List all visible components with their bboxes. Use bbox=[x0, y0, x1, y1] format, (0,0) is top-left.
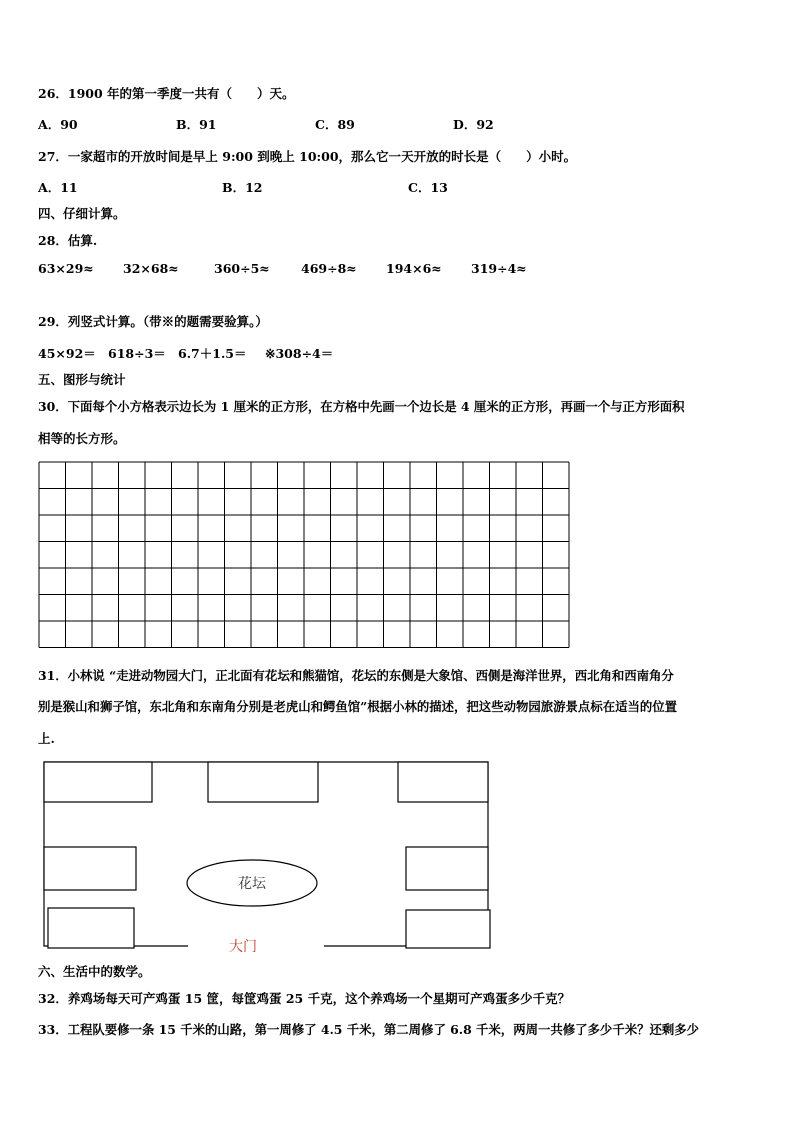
q28-problem-5: 194×6≈ bbox=[386, 261, 442, 276]
zoo-box-east[interactable] bbox=[406, 847, 488, 890]
q29-problem-2: 618÷3＝ bbox=[108, 346, 166, 361]
gate-label: 大门 bbox=[229, 939, 257, 954]
question-30-line-2: 相等的长方形。 bbox=[38, 431, 126, 446]
section-6-title: 六、生活中的数学。 bbox=[38, 964, 151, 979]
q28-problem-4: 469÷8≈ bbox=[301, 261, 357, 276]
q29-problem-4: ※308÷4＝ bbox=[265, 346, 334, 361]
zoo-box-north[interactable] bbox=[208, 762, 318, 802]
question-33: 33．工程队要修一条 15 千米的山路，第一周修了 4.5 千米，第二周修了 6.8 千米，两周一共修了多少千米？还剩多少 bbox=[38, 1022, 700, 1037]
section-4-title: 四、仔细计算。 bbox=[38, 206, 126, 221]
q27-option-c: C．13 bbox=[408, 180, 448, 195]
question-31-line-2: 别是猴山和狮子馆，东北角和东南角分别是老虎山和鳄鱼馆”根据小林的描述，把这些动物园旅游景点标在适当的位置 bbox=[38, 699, 678, 714]
q26-option-d: D．92 bbox=[453, 117, 494, 132]
square-grid[interactable] bbox=[38, 461, 572, 648]
q26-option-a: A．90 bbox=[38, 117, 78, 132]
section-5-title: 五、图形与统计 bbox=[38, 372, 126, 387]
question-31-line-3: 上. bbox=[38, 731, 55, 746]
question-27: 27．一家超市的开放时间是早上 9:00 到晚上 10:00，那么它一天开放的时长是（ ）小时。 bbox=[38, 149, 577, 164]
flower-bed-label: 花坛 bbox=[238, 876, 266, 892]
q28-problem-6: 319÷4≈ bbox=[471, 261, 527, 276]
q28-problem-3: 360÷5≈ bbox=[214, 261, 270, 276]
question-29: 29．列竖式计算。（带※的题需要验算。） bbox=[38, 314, 268, 329]
q29-problem-1: 45×92＝ bbox=[38, 346, 96, 361]
q29-problem-3: 6.7＋1.5＝ bbox=[178, 346, 247, 361]
zoo-box-southeast[interactable] bbox=[406, 910, 490, 948]
question-26: 26．1900 年的第一季度一共有（ ）天。 bbox=[38, 86, 295, 101]
q27-option-a: A．11 bbox=[38, 180, 78, 195]
zoo-box-west[interactable] bbox=[44, 847, 136, 890]
q27-option-b: B．12 bbox=[222, 180, 263, 195]
zoo-box-southwest[interactable] bbox=[48, 908, 134, 948]
question-32: 32．养鸡场每天可产鸡蛋 15 筐，每筐鸡蛋 25 千克，这个养鸡场一个星期可产鸡蛋多少千克？ bbox=[38, 991, 571, 1006]
question-31-line-1: 31．小林说 “走进动物园大门，正北面有花坛和熊猫馆，花坛的东侧是大象馆、西侧是海洋世界，西北角和西南角分 bbox=[38, 668, 674, 683]
zoo-box-northeast[interactable] bbox=[398, 762, 488, 802]
question-30-line-1: 30．下面每个小方格表示边长为 1 厘米的正方形，在方格中先画一个边长是 4 厘米的正方形，再画一个与正方形面积 bbox=[38, 399, 685, 414]
q28-problem-2: 32×68≈ bbox=[123, 261, 179, 276]
q28-problem-1: 63×29≈ bbox=[38, 261, 94, 276]
q26-option-c: C．89 bbox=[315, 117, 355, 132]
q26-option-b: B．91 bbox=[176, 117, 217, 132]
question-28: 28．估算. bbox=[38, 233, 98, 248]
zoo-box-northwest[interactable] bbox=[44, 762, 152, 802]
zoo-map bbox=[38, 758, 494, 954]
